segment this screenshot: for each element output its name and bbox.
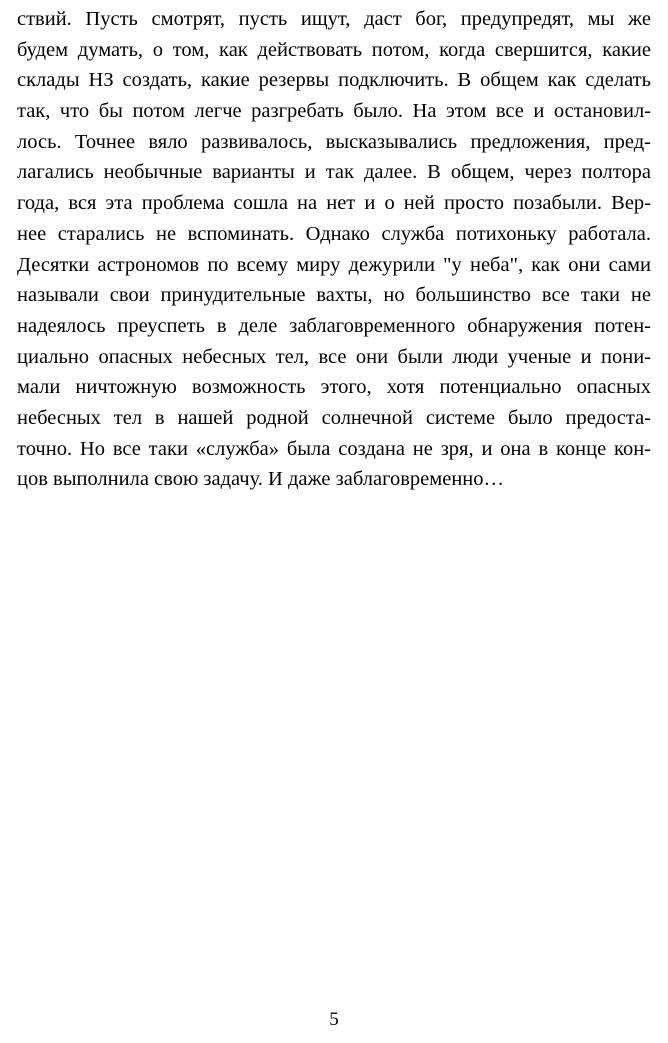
text-line: небесных тел в нашей родной солнечной системе было предоста- [17,406,651,429]
page-number: 5 [329,1009,339,1030]
text-line: лагались необычные варианты и так далее. В общем, через полтора [17,161,651,184]
text-line: называли свои принудительные вахты, но большинство все таки не [17,284,651,307]
text-line: мали ничтожную возможность этого, хотя потенциально опасных [17,376,651,399]
text-line: года, вся эта проблема сошла на нет и о ней просто позабыли. Вер- [17,192,651,215]
body-text [17,4,651,495]
text-line: будем думать, о том, как действовать потом, когда свершится, какие [17,38,651,61]
text-line: циально опасных небесных тел, все они были люди ученые и пони- [17,345,651,368]
text-line: Десятки астрономов по всему миру дежурили "у неба", как они сами [17,253,651,276]
text-line-last: цов выполнила свою задачу. И даже заблаговременно… [17,468,505,491]
text-line: точно. Но все таки «служба» была создана не зря, и она в конце кон- [17,437,651,460]
text-line: ствий. Пусть смотрят, пусть ищут, даст бог, предупредят, мы же [17,8,651,30]
text-line: так, что бы потом легче разгребать было. На этом все и остановил- [17,100,651,123]
text-line: нее старались не вспоминать. Однако служба потихоньку работала. [17,222,651,245]
text-line: склады НЗ создать, какие резервы подключить. В общем как сделать [17,69,651,92]
text-line: надеялось преуспеть в деле заблаговременного обнаружения потен- [17,314,651,337]
text-line: лось. Точнее вяло развивалось, высказывались предложения, пред- [17,130,651,153]
